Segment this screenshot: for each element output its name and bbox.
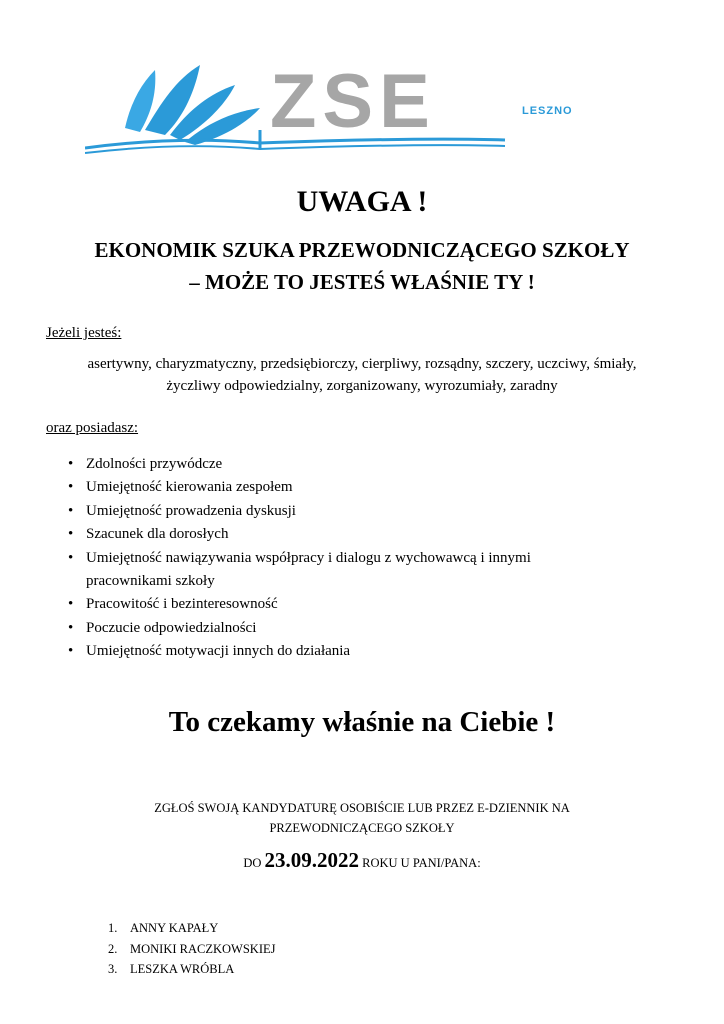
- list-item: • Umiejętność motywacji innych do działania: [68, 640, 628, 663]
- list-item: • Umiejętność nawiązywania współpracy i dialogu z wychowawcą i innymi: [68, 547, 628, 570]
- candidate-name: ANNY KAPAŁY: [130, 921, 219, 935]
- apply-line-1: ZGŁOŚ SWOJĄ KANDYDATURĘ OSOBIŚCIE LUB PRZEZ E-DZIENNIK NA: [154, 801, 570, 815]
- subtitle-line-2: – MOŻE TO JESTEŚ WŁAŚNIE TY !: [189, 270, 535, 294]
- list-item: • Szacunek dla dorosłych: [68, 523, 628, 546]
- candidate-name: MONIKI RACZKOWSKIEJ: [130, 941, 276, 956]
- subtitle-line-1: EKONOMIK SZUKA PRZEWODNICZĄCEGO SZKOŁY: [94, 238, 630, 262]
- candidate-item: [108, 918, 275, 939]
- candidate-number: 2.: [108, 941, 118, 956]
- candidate-number: 1.: [108, 921, 118, 935]
- candidate-item: [108, 939, 275, 960]
- list-item: • Poczucie odpowiedzialności: [68, 617, 628, 640]
- candidate-item: [108, 959, 275, 980]
- subtitle: [0, 234, 724, 298]
- candidate-number: 3.: [108, 962, 118, 976]
- traits-line-2: życzliwy odpowiedzialny, zorganizowany, wyrozumiały, zaradny: [166, 378, 558, 394]
- deadline-suffix: ROKU U PANI/PANA:: [362, 856, 481, 870]
- list-item: • Umiejętność prowadzenia dyskusji: [68, 500, 628, 523]
- call-to-action: To czekamy właśnie na Ciebie !: [168, 706, 556, 738]
- logo-text: ZSE: [270, 59, 436, 144]
- candidate-name: LESZKA WRÓBLA: [130, 962, 235, 976]
- deadline: [0, 848, 724, 873]
- candidates-list: [108, 918, 275, 980]
- apply-line-2: PRZEWODNICZĄCEGO SZKOŁY: [269, 821, 455, 835]
- qualities-list: [68, 453, 628, 664]
- if-you-are-label: Jeżeli jesteś:: [46, 325, 122, 341]
- deadline-date: 23.09.2022: [264, 848, 359, 872]
- deadline-prefix: DO: [243, 856, 262, 870]
- list-item: • Umiejętność kierowania zespołem: [68, 476, 628, 499]
- and-have-label: oraz posiadasz:: [46, 420, 139, 436]
- list-item-continuation: pracownikami szkoły: [86, 573, 215, 590]
- traits-line-1: asertywny, charyzmatyczny, przedsiębiorczy, cierpliwy, rozsądny, szczery, uczciwy, śmiały,: [87, 356, 637, 372]
- logo-subtext: LESZNO: [522, 105, 573, 117]
- page-title: UWAGA !: [296, 185, 428, 218]
- list-item: • Pracowitość i bezinteresowność: [68, 593, 628, 616]
- traits-text: [0, 353, 724, 397]
- list-item: • Zdolności przywódcze: [68, 453, 628, 476]
- apply-instructions: [0, 798, 724, 838]
